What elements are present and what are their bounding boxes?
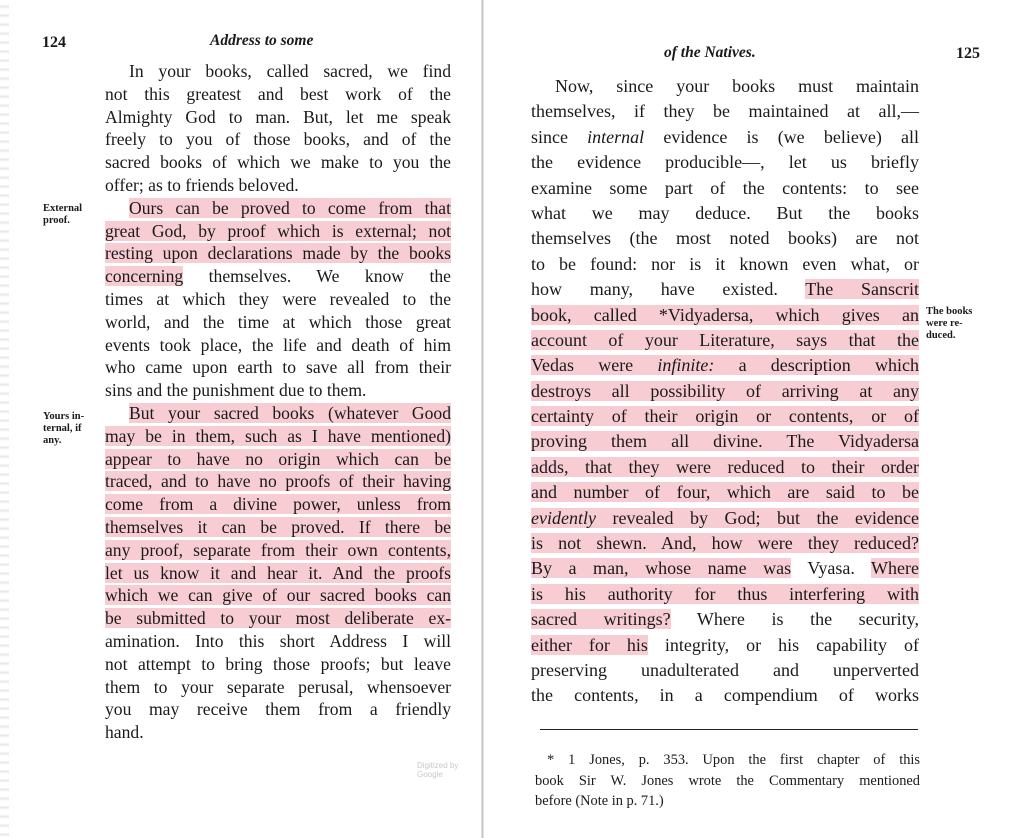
text-line: Now, since your books must maintain <box>555 76 919 96</box>
text-line: By a man, whose name was Vyasa. Where <box>531 558 919 579</box>
right-page <box>486 0 1025 838</box>
page-number-left: 124 <box>42 34 66 51</box>
running-head-left: Address to some <box>210 32 314 49</box>
text-line: Almighty God to man. But, let me speak <box>105 106 451 127</box>
highlight: resting upon declarations made by the books <box>105 243 451 264</box>
highlight: sacred writings? <box>531 609 671 630</box>
highlight: account of your Literature, says that the <box>531 329 919 350</box>
text-line <box>105 539 451 562</box>
text-line <box>105 448 451 471</box>
text-line <box>105 425 451 448</box>
text-line: freely to you of those books, and of the <box>105 129 451 150</box>
highlight: proving them all divine. The Vidyadersa <box>531 431 919 452</box>
footnote-rule <box>540 729 918 730</box>
text-line: sins and the punishment due to them. <box>105 380 367 401</box>
left-page <box>0 0 484 838</box>
highlight: Where <box>871 558 919 579</box>
left-text-block <box>105 60 451 744</box>
highlight: Vedas were infinite: a description which <box>531 355 919 376</box>
text-line: how many, have existed. The Sanscrit <box>531 279 919 300</box>
text-line: events took place, the life and death of him <box>105 334 451 355</box>
text-line: times at which they were revealed to the <box>105 288 451 309</box>
page-number-right: 125 <box>956 45 980 62</box>
text-line: In your books, called sacred, we find <box>129 61 451 81</box>
highlight: come from a divine power, unless from <box>105 494 451 515</box>
text-line: the evidence producible—, let us briefly <box>531 152 919 173</box>
text-line: amination. Into this short Address I will <box>105 630 451 651</box>
text-line: offer; as to friends beloved. <box>105 174 299 195</box>
text-line: what we may deduce. But the books <box>531 202 919 223</box>
highlight: is his authority for thus interfering with <box>531 583 919 604</box>
text-line <box>531 455 919 480</box>
highlight: appear to have no origin which can be <box>105 448 451 469</box>
highlight: certainty of their origin or contents, or of <box>531 406 919 427</box>
text-line <box>105 197 451 220</box>
text-line: them to your separate perusal, whensoever <box>105 676 451 697</box>
text-line: not attempt to bring those proofs; but leave <box>105 653 451 674</box>
text-line: themselves (the most noted books) are not <box>531 228 919 249</box>
highlight: By a man, whose name was <box>531 558 792 579</box>
text-line <box>105 562 451 585</box>
highlight: and number of four, which are said to be <box>531 482 919 503</box>
text-line: you may receive them from a friendly <box>105 699 451 720</box>
highlight: traced, and to have no proofs of their having <box>105 471 451 492</box>
text-line: concerning themselves. We know the <box>105 266 451 287</box>
highlight: which we can give of our sacred books can <box>105 585 451 606</box>
footnote-line: before (Note in p. 71.) <box>535 793 664 809</box>
text-line: since internal evidence is (we believe) all <box>531 126 919 147</box>
highlight: any proof, separate from their own contents, <box>105 539 451 560</box>
text-line <box>105 584 451 607</box>
text-line: the contents, in a compendium of works <box>531 685 919 706</box>
text-line <box>531 480 919 505</box>
highlight: evidently revealed by God; but the evidence <box>531 507 919 528</box>
highlight: destroys all possibility of arriving at any <box>531 380 919 401</box>
text-line: to be found: nor is it known even what, or <box>531 253 919 274</box>
highlight: But your sacred books (whatever Good <box>129 402 451 423</box>
highlight: let us know it and hear it. And the proofs <box>105 562 451 583</box>
text-line <box>531 531 919 556</box>
text-line: themselves, if they be maintained at all,— <box>531 101 919 122</box>
text-line <box>531 429 919 454</box>
text-line <box>531 353 919 378</box>
footnote <box>535 750 920 812</box>
text-line <box>105 402 451 425</box>
marginal-note-yours-internal: Yours in- ternal, if any. <box>43 411 85 446</box>
text-line <box>531 303 919 328</box>
marginal-note-books-reduced: The books were re- duced. <box>926 306 973 341</box>
highlight: The Sanscrit <box>805 279 919 300</box>
text-line: sacred writings? Where is the security, <box>531 609 919 630</box>
marginal-note-external-proof: External proof. <box>43 203 83 226</box>
text-line <box>105 493 451 516</box>
running-head-right: of the Natives. <box>664 44 756 61</box>
text-line: hand. <box>105 722 144 743</box>
text-line <box>531 379 919 404</box>
text-line: world, and the time at which those great <box>105 311 451 332</box>
highlight: themselves it can be proved. If there be <box>105 516 451 537</box>
footnote-line: book Sir W. Jones wrote the Commentary mentioned <box>535 772 920 789</box>
text-line <box>105 516 451 539</box>
highlight: concerning <box>105 266 184 287</box>
text-line <box>531 582 919 607</box>
text-line <box>105 470 451 493</box>
text-line <box>531 404 919 429</box>
highlight: adds, that they were reduced to their order <box>531 456 919 477</box>
text-line: not this greatest and best work of the <box>105 83 451 104</box>
text-line: either for his integrity, or his capability of <box>531 634 920 655</box>
highlight: may be in them, such as I have mentioned) <box>105 425 451 446</box>
highlight: be submitted to your most deliberate ex- <box>105 608 451 629</box>
watermark: Digitized by Google <box>417 761 459 779</box>
right-text-block <box>531 74 919 709</box>
text-line <box>105 607 451 630</box>
text-line: preserving unadulterated and unperverted <box>531 659 919 680</box>
text-line <box>531 506 919 531</box>
highlight: either for his <box>531 634 648 655</box>
text-line <box>105 242 451 265</box>
highlight: is not shewn. And, how were they reduced? <box>531 533 919 554</box>
text-line: examine some part of the contents: to see <box>531 177 919 198</box>
footnote-line: * 1 Jones, p. 353. Upon the first chapter of this <box>547 752 920 768</box>
highlight: great God, by proof which is external; not <box>105 220 451 241</box>
text-line <box>531 328 919 353</box>
text-line: who came upon earth to save all from their <box>105 357 451 378</box>
highlight: Ours can be proved to come from that <box>129 197 451 218</box>
highlight: book, called *Vidyadersa, which gives an <box>531 304 919 325</box>
text-line: sacred books of which we make to you the <box>105 152 451 173</box>
text-line <box>105 220 451 243</box>
